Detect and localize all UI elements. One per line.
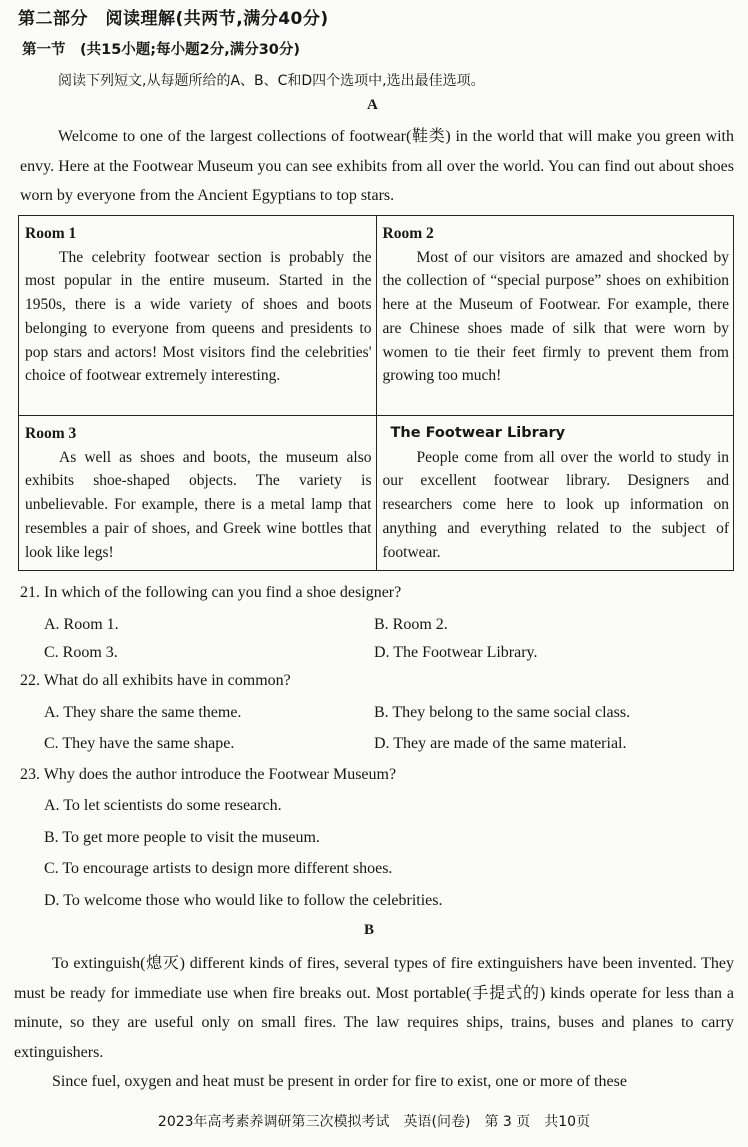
subsection-title: 第一节 (共15小题;每小题2分,满分30分) [22, 42, 301, 58]
passage-b-letter: B [364, 922, 375, 938]
passage-a-intro [20, 122, 734, 211]
question-23-stem: 23. Why does the author introduce the Footwear Museum? [20, 766, 397, 783]
room-3-cell [19, 416, 377, 571]
question-22-option-a: A. They share the same theme. [44, 704, 242, 721]
passage-a-intro-text: Welcome to one of the largest collections of footwear(鞋类) in the world that will make you green with envy. Here at the Footwear Museum you can see exhibits from all over the world. You can find out about shoes worn by everyone from the Ancient Egyptians to top stars. [20, 128, 734, 204]
room-3-body: As well as shoes and boots, the museum also exhibits shoe-shaped objects. The variety is unbelievable. For example, there is a metal lamp that resembles a pair of shoes, and Greek wine bottles that look like legs! [25, 448, 372, 561]
question-22-option-d: D. They are made of the same material. [374, 735, 627, 752]
passage-b [14, 949, 734, 1097]
question-23-option-c: C. To encourage artists to design more different shoes. [44, 860, 393, 877]
room-1-cell [19, 216, 377, 416]
instructions: 阅读下列短文,从每题所给的A、B、C和D四个选项中,选出最佳选项。 [58, 73, 485, 89]
room-1-title: Room 1 [25, 225, 77, 242]
room-2-cell [376, 216, 734, 416]
section-title: 第二部分 阅读理解(共两节,满分40分) [18, 9, 329, 29]
library-title: The Footwear Library [390, 425, 566, 441]
passage-b-para-1: To extinguish(熄灭) different kinds of fires, several types of fire extinguishers have been invented. They must be ready for immediate use when fire breaks out. Most portable(手提式的) kinds operate for less than a minute, so they are useful only on small fires. The law requires ships, trains, buses and planes to carry extinguishers. [14, 955, 734, 1061]
question-22-stem: 22. What do all exhibits have in common? [20, 672, 291, 689]
library-body: People come from all over the world to study in our excellent footwear library. Designers and researchers come here to look up information on anything and everything related to the subject of footwear. [382, 448, 729, 561]
question-23-option-d: D. To welcome those who would like to follow the celebrities. [44, 892, 443, 909]
question-22-option-c: C. They have the same shape. [44, 735, 235, 752]
passage-a-letter: A [367, 97, 378, 113]
question-22-option-b: B. They belong to the same social class. [374, 704, 631, 721]
rooms-table [18, 215, 734, 571]
passage-b-para-2: Since fuel, oxygen and heat must be present in order for fire to exist, one or more of these [52, 1073, 627, 1090]
page-footer: 2023年高考素养调研第三次模拟考试 英语(问卷) 第 3 页 共10页 [157, 1114, 591, 1130]
question-21-option-b: B. Room 2. [374, 616, 448, 633]
room-3-title: Room 3 [25, 425, 77, 442]
question-21-option-a: A. Room 1. [44, 616, 119, 633]
room-2-title: Room 2 [382, 225, 434, 242]
question-21-option-c: C. Room 3. [44, 644, 118, 661]
question-21-option-d: D. The Footwear Library. [374, 644, 538, 661]
question-21-stem: 21. In which of the following can you find a shoe designer? [20, 584, 402, 601]
room-2-body: Most of our visitors are amazed and shocked by the collection of “special purpose” shoes on exhibition here at the Museum of Footwear. For example, there are Chinese shoes made of silk that were worn by women to tie their feet firmly to prevent them from growing too much! [382, 248, 729, 385]
room-1-body: The celebrity footwear section is probably the most popular in the entire museum. Started in the 1950s, there is a wide variety of shoes and boots belonging to everyone from queens and presidents to pop stars and actors! Most visitors find the celebrities' choice of footwear extremely interesting. [25, 248, 372, 385]
library-cell [376, 416, 734, 571]
question-23-option-b: B. To get more people to visit the museum. [44, 829, 320, 846]
question-23-option-a: A. To let scientists do some research. [44, 797, 282, 814]
